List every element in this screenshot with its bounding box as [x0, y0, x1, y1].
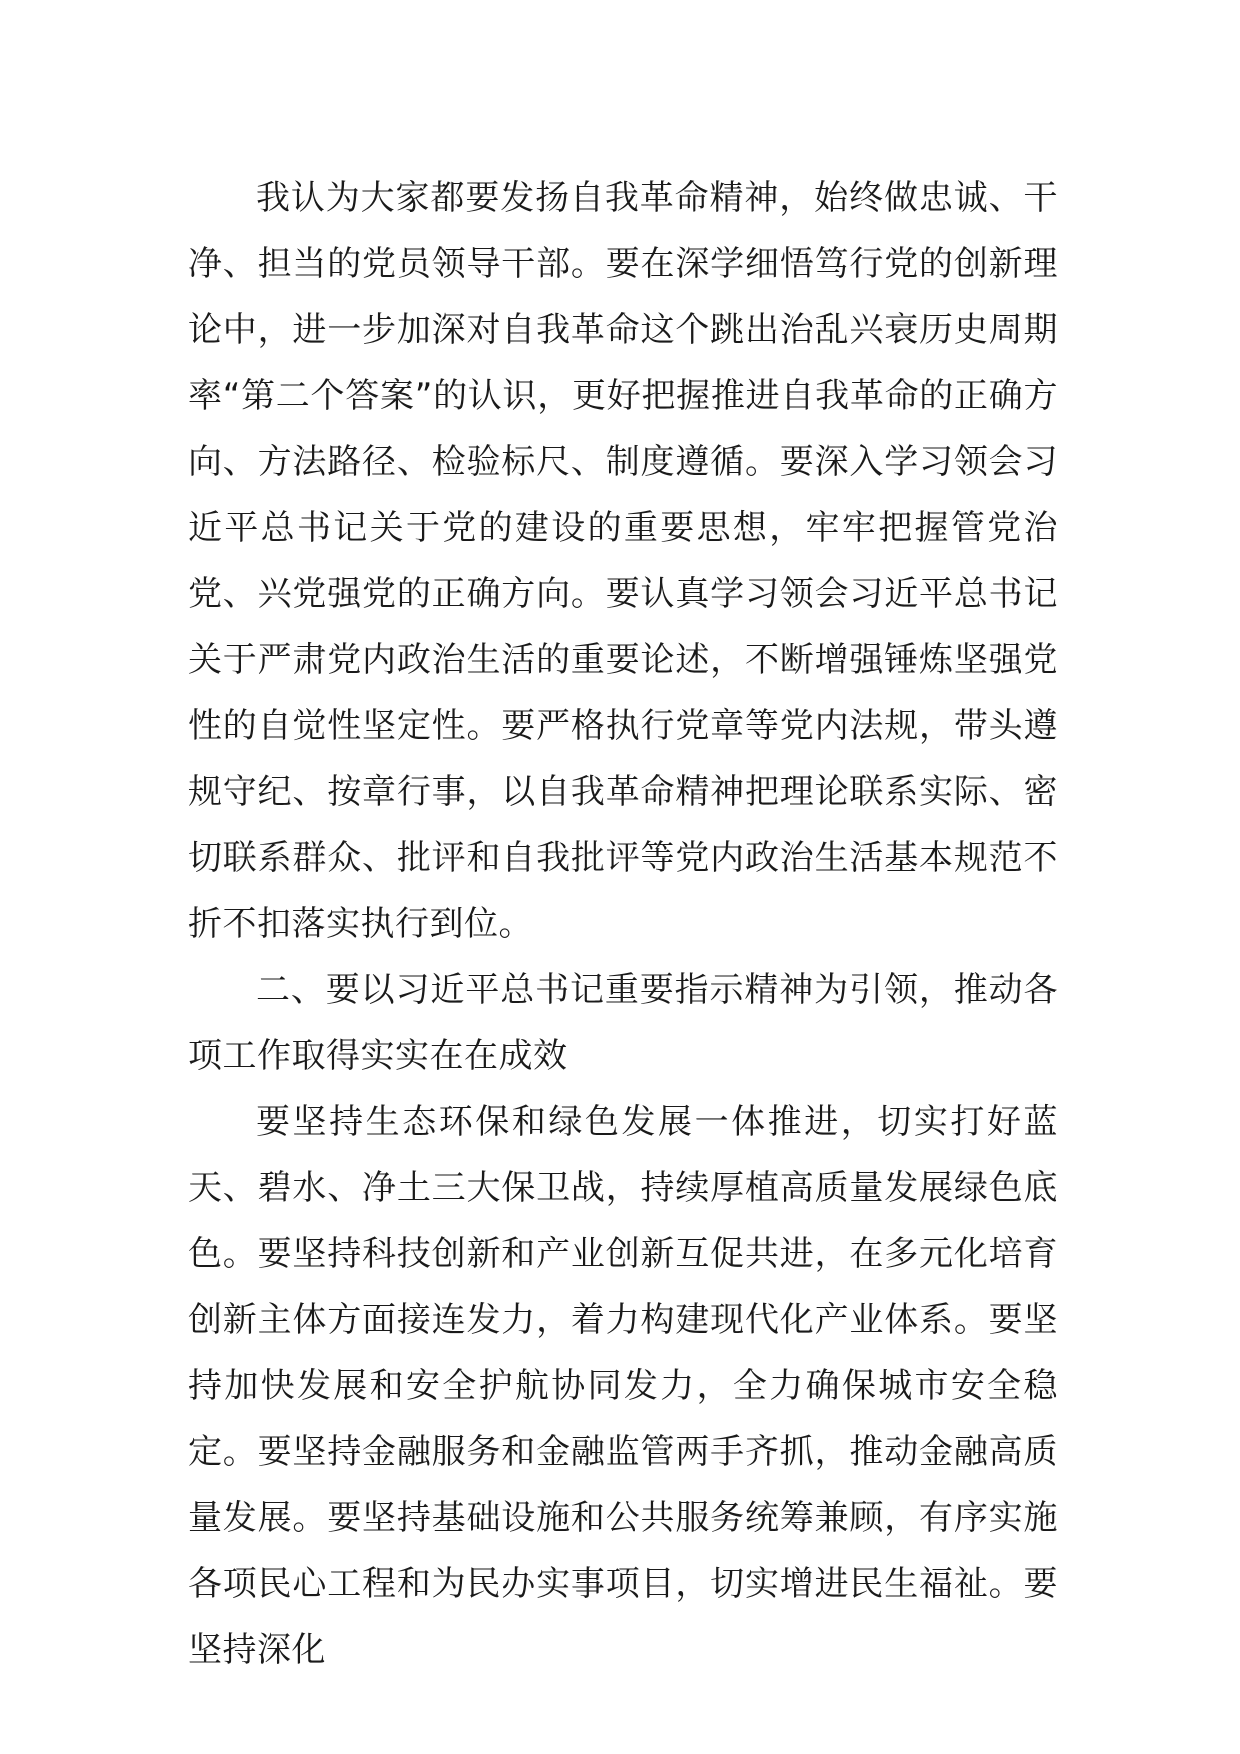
paragraph-self-revolution: 我认为大家都要发扬自我革命精神，始终做忠诚、干净、担当的党员领导干部。要在深学细悟笃行党的创新理论中，进一步加深对自我革命这个跳出治乱兴衰历史周期率“第二个答案”的认识，更好把握推进自我革命的正确方向、方法路径、检验标尺、制度遵循。要深入学习领会习近平总书记关于党的建设的重要思想，牢牢把握管党治党、兴党强党的正确方向。要认真学习领会习近平总书记关于严肃党内政治生活的重要论述，不断增强锤炼坚强党性的自觉性坚定性。要严格执行党章等党内法规，带头遵规守纪、按章行事，以自我革命精神把理论联系实际、密切联系群众、批评和自我批评等党内政治生活基本规范不折不扣落实执行到位。 [188, 178, 1058, 944]
document-body [188, 165, 1058, 1683]
paragraph-work-results: 要坚持生态环保和绿色发展一体推进，切实打好蓝天、碧水、净土三大保卫战，持续厚植高质量发展绿色底色。要坚持科技创新和产业创新互促共进，在多元化培育创新主体方面接连发力，着力构建现代化产业体系。要坚持加快发展和安全护航协同发力，全力确保城市安全稳定。要坚持金融服务和金融监管两手齐抓，推动金融高质量发展。要坚持基础设施和公共服务统筹兼顾，有序实施各项民心工程和为民办实事项目，切实增进民生福祉。要坚持深化 [188, 1102, 1058, 1670]
section-heading-two: 二、要以习近平总书记重要指示精神为引领，推动各项工作取得实实在在成效 [188, 970, 1058, 1076]
